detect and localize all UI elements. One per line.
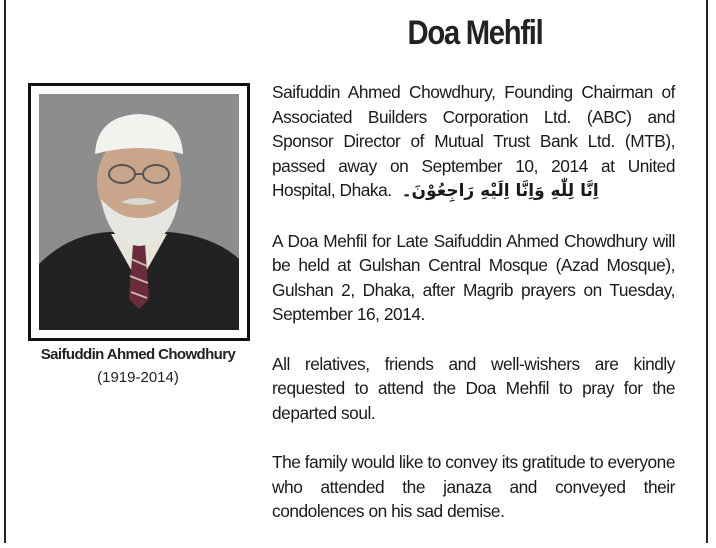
portrait-caption-years: (1919-2014) [97, 369, 179, 386]
announcement-text: Saifuddin Ahmed Chowdhury, Founding Chairman of Associated Builders Corporation Ltd. (ABC) and Sponsor Director of Mutual Trust Bank Ltd. (MTB), passed away on September 10, 2014 at United Hospital, Dhaka. [272, 82, 675, 201]
portrait-photo-icon [39, 94, 239, 330]
portrait-photo [39, 94, 239, 330]
paragraph-announcement [272, 80, 675, 204]
paragraph-doa-details: A Doa Mehfil for Late Saifuddin Ahmed Chowdhury will be held at Gulshan Central Mosque (Azad Mosque), Gulshan 2, Dhaka, after Magrib prayers on Tuesday, September 16, 2014. [272, 230, 675, 325]
notice-body [272, 80, 675, 548]
portrait-frame [28, 83, 250, 341]
notice-title: Doa Mehfil [407, 14, 543, 52]
paragraph-gratitude: The family would like to convey its gratitude to everyone who attended the janaza and conveyed their condolences on his sad demise. [272, 451, 675, 522]
arabic-verse: اِنَّا لِلّٰهِ وَاِنَّا اِلَيْهِ رَاجِعُوْنَ۔ [401, 181, 599, 202]
paragraph-invitation: All relatives, friends and well-wishers are kindly requested to attend the Doa Mehfil to pray for the departed soul. [272, 353, 675, 423]
portrait-caption-name: Saifuddin Ahmed Chowdhury [40, 346, 236, 363]
